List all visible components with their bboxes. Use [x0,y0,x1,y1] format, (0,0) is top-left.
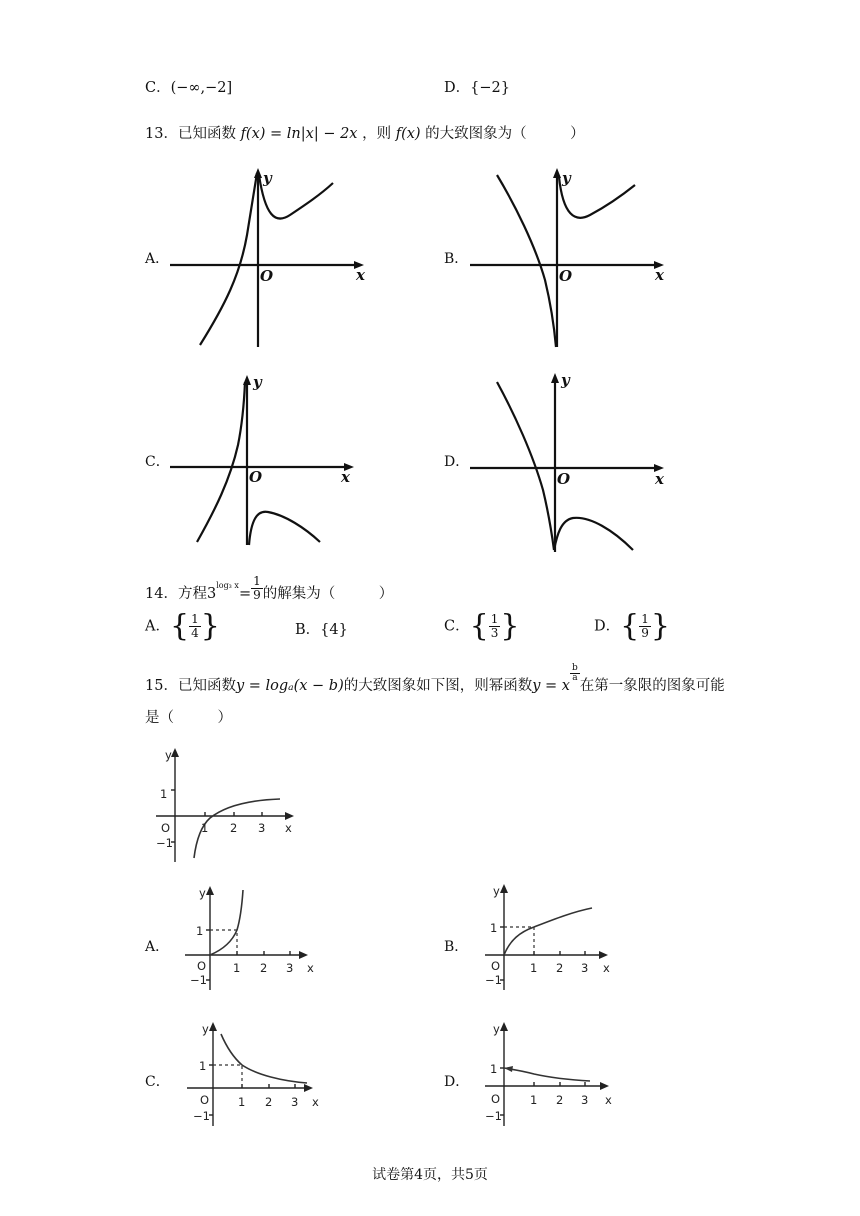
svg-text:y: y [199,886,206,900]
q14-stem: 14．方程$3^{log_3 x}=$ $\frac{1}{9}$ 的解集为（ ） [145,573,394,602]
q13d-x-label: x [655,470,664,488]
q13-graph-c [165,370,375,550]
q13d-origin: O [557,470,571,488]
q13-stem: 13．已知函数 f(x) = ln|x| − 2x ，则 f(x) 的大致图象为（ ） [145,126,585,142]
svg-text:O: O [197,959,207,973]
svg-text:y: y [493,884,500,898]
q13a-y-label: y [263,169,272,187]
q15-stem: 15．已知函数y = logₐ(x − b)的大致图象如下图，则幂函数y = x $\frac{b}{a}$ 在第一象限的图象可能 [145,663,725,694]
q15-graph-c [182,1018,332,1133]
q13c-x-label: x [341,468,350,486]
svg-text:3: 3 [581,961,589,975]
svg-text:1: 1 [490,1062,498,1076]
q13a-origin: O [260,267,274,285]
q13-function: f(x) = ln|x| − 2x [240,126,358,142]
svg-text:O: O [491,1092,501,1106]
svg-text:2: 2 [556,961,564,975]
q15g-tick-ym1: −1 [156,836,173,850]
svg-text:3: 3 [581,1093,589,1107]
svg-text:1: 1 [530,961,538,975]
q15-function: y = logₐ(x − b) [235,678,344,694]
svg-text:−1: −1 [193,1109,210,1123]
svg-text:O: O [491,959,501,973]
q15-label-b: B． [444,939,469,955]
q13b-origin: O [559,267,573,285]
q13c-y-label: y [253,373,262,391]
svg-text:2: 2 [556,1093,564,1107]
svg-text:x: x [312,1095,319,1109]
q14-option-d: D．{ $\frac{1}{9}$ } [594,608,670,644]
svg-text:x: x [605,1093,612,1107]
svg-text:1: 1 [199,1059,207,1073]
q15-graph-d [482,1018,632,1133]
q13d-y-label: y [561,371,570,389]
q13-label-a: A． [145,251,170,267]
svg-text:y: y [202,1022,209,1036]
q15g-tick-y1: 1 [160,787,168,801]
q13-label-b: B． [444,251,469,267]
q15g-tick-x1: 1 [201,821,209,835]
q15-given-graph [150,742,320,867]
svg-text:3: 3 [286,961,294,975]
q14-option-b: B．{4} [295,622,348,638]
q15g-x-label: x [285,821,292,835]
q15g-tick-x3: 3 [258,821,266,835]
svg-text:−1: −1 [190,973,207,987]
svg-text:1: 1 [233,961,241,975]
q15g-tick-x2: 2 [230,821,238,835]
svg-text:x: x [603,961,610,975]
q15-label-d: D． [444,1074,470,1090]
q15-stem-line2: 是（ ） [145,710,232,726]
q15-label-c: C． [145,1074,170,1090]
q13a-x-label: x [356,266,365,284]
q15-label-a: A． [145,939,170,955]
q15g-origin: O [161,821,171,835]
svg-text:O: O [200,1093,210,1107]
svg-text:2: 2 [260,961,268,975]
svg-text:3: 3 [291,1095,299,1109]
q15-graph-a [182,880,332,995]
svg-text:−1: −1 [485,1109,502,1123]
svg-text:2: 2 [265,1095,273,1109]
page-footer: 试卷第4页，共5页 [372,1167,488,1183]
q15g-y-label: y [165,748,172,762]
q13-graph-d [465,370,675,555]
svg-text:1: 1 [238,1095,246,1109]
svg-text:1: 1 [196,924,204,938]
q15-graph-b [482,880,632,995]
q13b-y-label: y [562,169,571,187]
svg-text:1: 1 [530,1093,538,1107]
q14-option-a: A．{ $\frac{1}{4}$ } [145,608,220,644]
svg-text:1: 1 [490,921,498,935]
q12-option-c: C．(−∞,−2] [145,80,233,96]
svg-text:−1: −1 [485,973,502,987]
svg-text:x: x [307,961,314,975]
q13b-x-label: x [655,266,664,284]
q13-label-d: D． [444,454,470,470]
q13c-origin: O [249,468,263,486]
q12-option-d: D．{−2} [444,80,510,96]
q13-graph-a [165,165,375,355]
q13-graph-b [465,165,675,355]
q13-label-c: C． [145,454,170,470]
q14-option-c: C．{ $\frac{1}{3}$ } [444,608,520,644]
svg-text:y: y [493,1022,500,1036]
